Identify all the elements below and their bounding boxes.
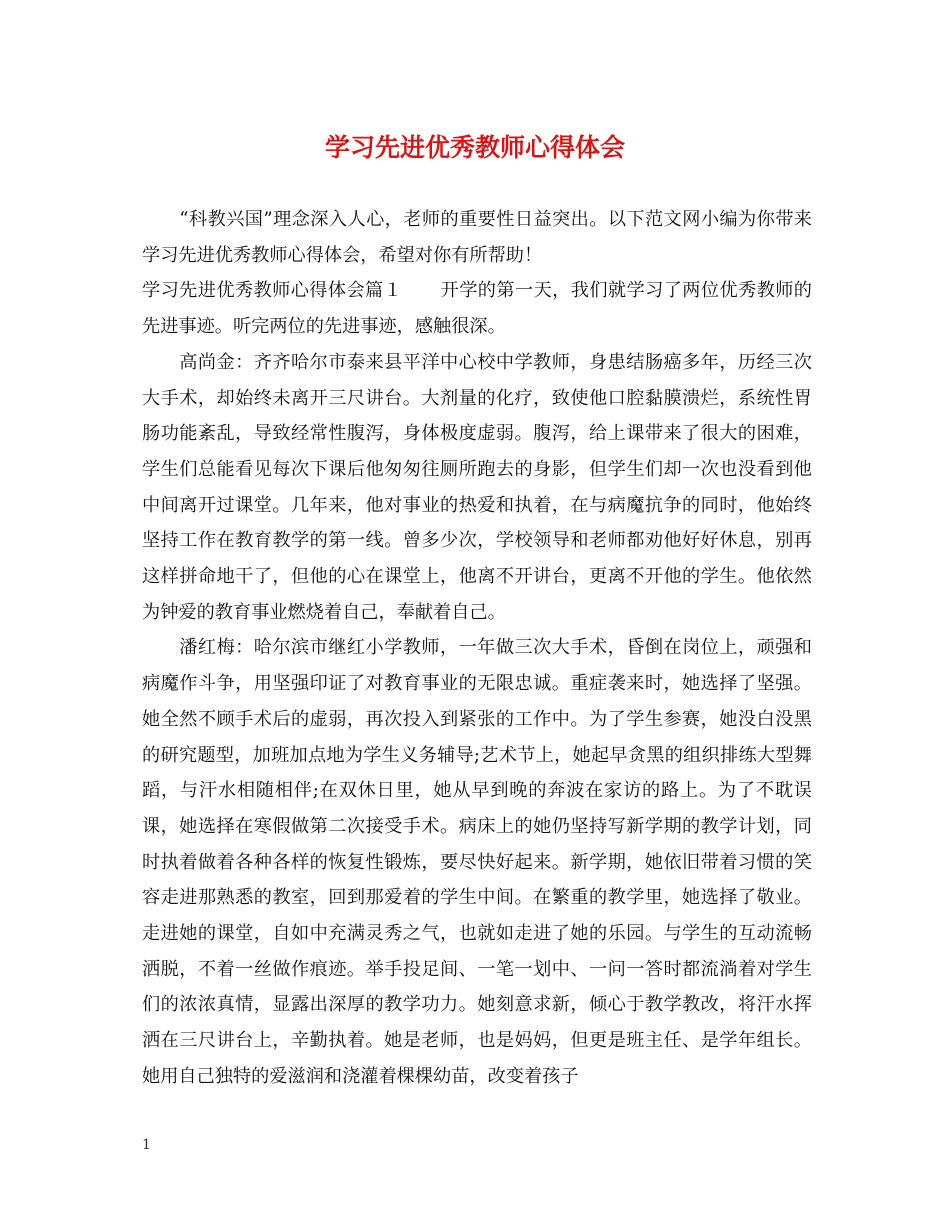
paragraph-gao-shangjin: 高尚金：齐齐哈尔市泰来县平洋中心校中学教师，身患结肠癌多年，历经三次大手术，却始终未离开三尺讲台。大剂量的化疗，致使他口腔黏膜溃烂，系统性胃肠功能紊乱，导致经常性腹泻，身体极度虚弱。腹泻，给上课带来了很大的困难，学生们总能看见每次下课后他匆匆往厕所跑去的身影，但学生们却一次也没看到他中间离开过课堂。几年来，他对事业的热爱和执着，在与病魔抗争的同时，他始终坚持工作在教育教学的第一线。曾多少次，学校领导和老师都劝他好好休息，别再这样拼命地干了，但他的心在课堂上，他离不开讲台，更离不开他的学生。他依然为钟爱的教育事业燃烧着自己，奉献着自己。 [142,351,812,623]
paragraph-pan-hongmei: 潘红梅：哈尔滨市继红小学教师，一年做三次大手术，昏倒在岗位上，顽强和病魔作斗争，用坚强印证了对教育事业的无限忠诚。重症袭来时，她选择了坚强。她全然不顾手术后的虚弱，再次投入到紧张的工作中。为了学生参赛，她没白没黑的研究题型，加班加点地为学生义务辅导;艺术节上，她起早贪黑的组织排练大型舞蹈，与汗水相随相伴;在双休日里，她从早到晚的奔波在家访的路上。为了不耽误课，她选择在寒假做第二次接受手术。病床上的她仍坚持写新学期的教学计划，同时执着做着各种各样的恢复性锻炼，要尽快好起来。新学期，她依旧带着习惯的笑容走进那熟悉的教室，回到那爱着的学生中间。在繁重的教学里，她选择了敬业。走进她的课堂，自如中充满灵秀之气，也就如走进了她的乐园。与学生的互动流畅洒脱，不着一丝做作痕迹。举手投足间、一笔一划中、一问一答时都流淌着对学生们的浓浓真情，显露出深厚的教学功力。她刻意求新，倾心于教学教改，将汗水挥洒在三尺讲台上，辛勤执着。她是老师，也是妈妈，但更是班主任、是学年组长。她用自己独特的爱滋润和浇灌着棵棵幼苗，改变着孩子 [142,637,812,1087]
section-opening-text: 开学的第一天，我们就学习了两位优秀教师的先进事迹。听完两位的先进事迹，感触很深。 [142,280,812,338]
page-number: 1 [142,1137,151,1153]
intro-paragraph: “科教兴国”理念深入人心，老师的重要性日益突出。以下范文网小编为你带来学习先进优秀教师心得体会，希望对你有所帮助！ [142,209,812,266]
section-paragraph [142,273,812,344]
section-heading: 学习先进优秀教师心得体会篇１ [142,280,403,302]
document-body [142,202,812,1095]
document-title: 学习先进优秀教师心得体会 [324,133,625,162]
